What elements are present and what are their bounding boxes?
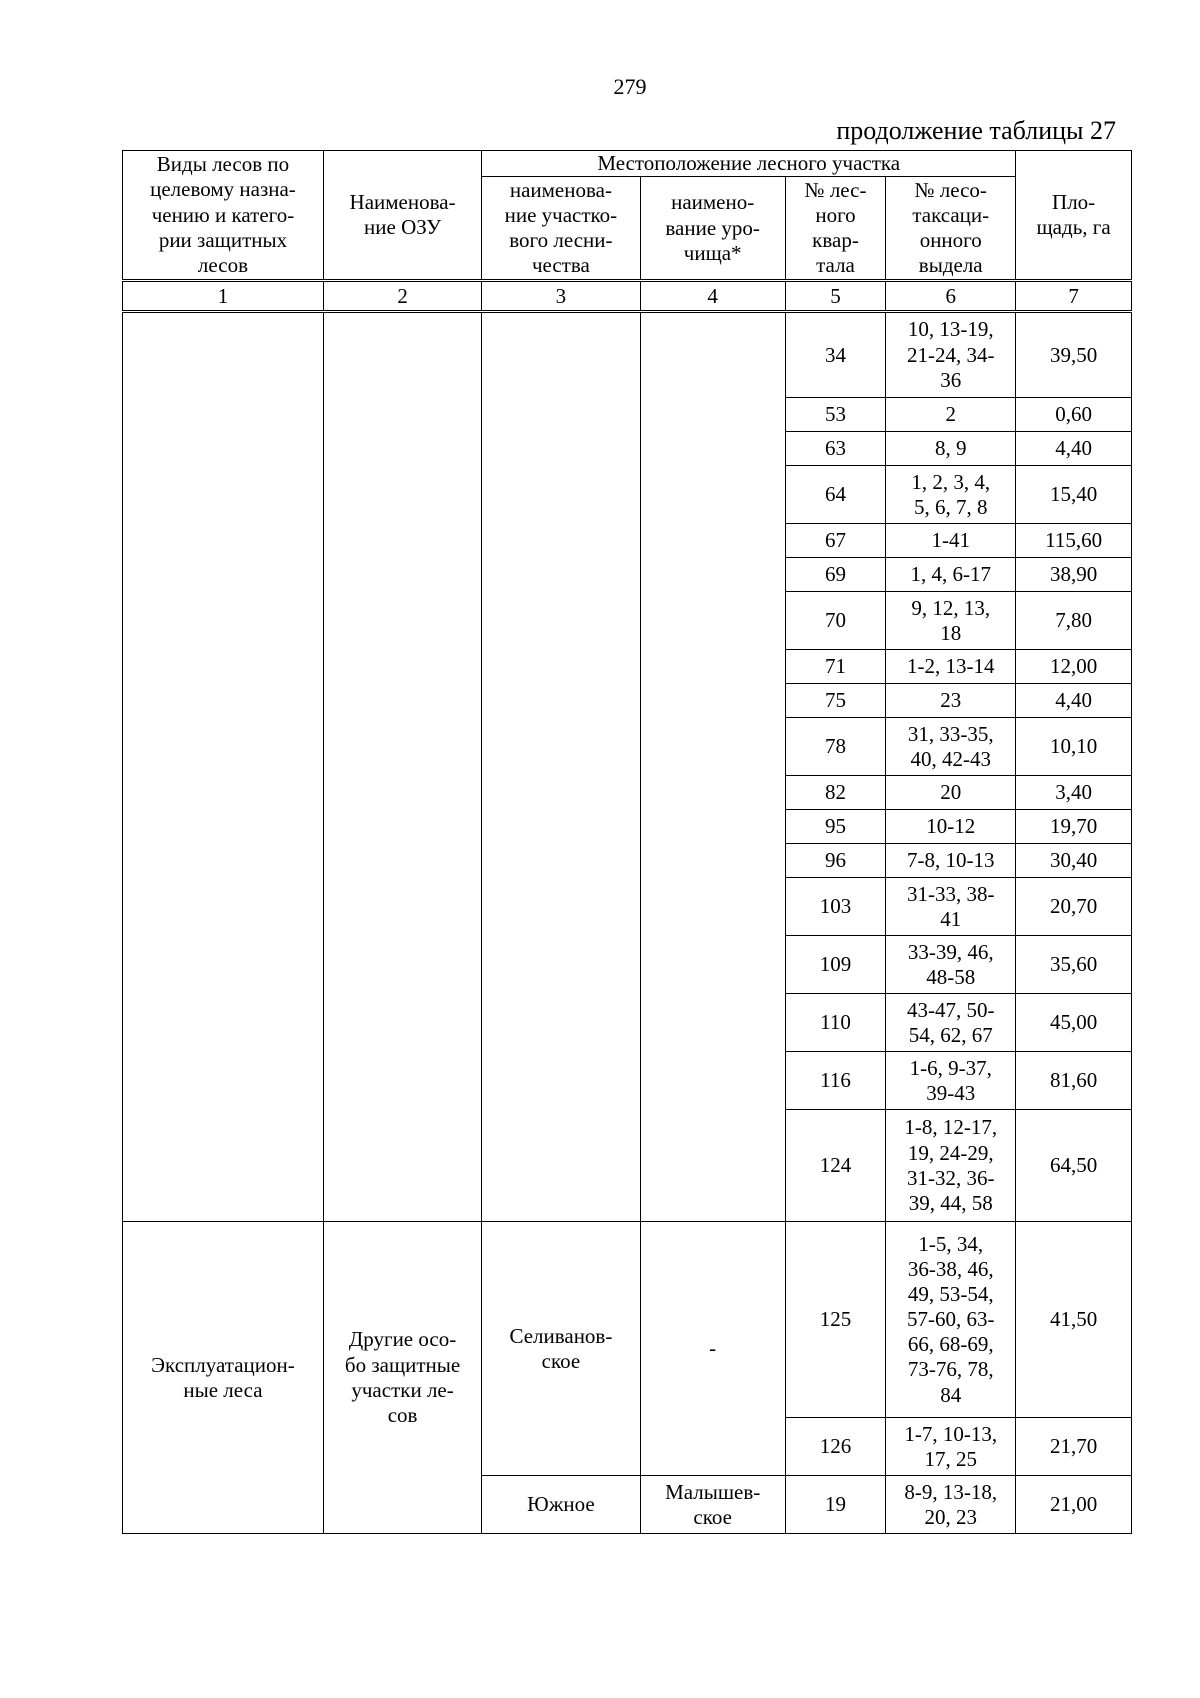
empty-ozu-cell xyxy=(323,312,481,1222)
urochishche-cell: Малышев- ское xyxy=(640,1476,785,1534)
column-number: 6 xyxy=(886,281,1016,312)
kvartal-cell: 126 xyxy=(785,1418,885,1476)
kvartal-cell: 63 xyxy=(785,432,885,466)
kvartal-cell: 82 xyxy=(785,776,885,810)
vydel-cell: 8-9, 13-18, 20, 23 xyxy=(886,1476,1016,1534)
area-cell: 4,40 xyxy=(1016,432,1132,466)
vydel-cell: 1-7, 10-13, 17, 25 xyxy=(886,1418,1016,1476)
header-urochishche: наимено- вание уро- чища* xyxy=(640,177,785,281)
kvartal-cell: 116 xyxy=(785,1052,885,1110)
vydel-cell: 1, 4, 6-17 xyxy=(886,558,1016,592)
header-area: Пло- щадь, га xyxy=(1016,151,1132,281)
area-cell: 35,60 xyxy=(1016,936,1132,994)
vydel-cell: 20 xyxy=(886,776,1016,810)
table-row xyxy=(123,312,1132,398)
column-number-row xyxy=(123,281,1132,312)
kvartal-cell: 19 xyxy=(785,1476,885,1534)
kvartal-cell: 75 xyxy=(785,684,885,718)
vydel-cell: 1-5, 34, 36-38, 46, 49, 53-54, 57-60, 63- 66, 68-69, 73-76, 78, 84 xyxy=(886,1222,1016,1418)
kvartal-cell: 110 xyxy=(785,994,885,1052)
area-cell: 0,60 xyxy=(1016,398,1132,432)
area-cell: 45,00 xyxy=(1016,994,1132,1052)
vydel-cell: 10, 13-19, 21-24, 34- 36 xyxy=(886,312,1016,398)
area-cell: 10,10 xyxy=(1016,718,1132,776)
area-cell: 115,60 xyxy=(1016,524,1132,558)
area-cell: 21,70 xyxy=(1016,1418,1132,1476)
area-cell: 12,00 xyxy=(1016,650,1132,684)
area-cell: 7,80 xyxy=(1016,592,1132,650)
header-ozu-name: Наименова- ние ОЗУ xyxy=(323,151,481,281)
kvartal-cell: 71 xyxy=(785,650,885,684)
forest-type-cell: Эксплуатацион- ные леса xyxy=(123,1222,324,1534)
kvartal-cell: 70 xyxy=(785,592,885,650)
column-number: 1 xyxy=(123,281,324,312)
area-cell: 4,40 xyxy=(1016,684,1132,718)
vydel-cell: 7-8, 10-13 xyxy=(886,844,1016,878)
ozu-name-cell: Другие осо- бо защитные участки ле- сов xyxy=(323,1222,481,1534)
empty-urochishche-cell xyxy=(640,312,785,1222)
kvartal-cell: 69 xyxy=(785,558,885,592)
empty-lesnichestvo-cell xyxy=(482,312,640,1222)
area-cell: 30,40 xyxy=(1016,844,1132,878)
area-cell: 41,50 xyxy=(1016,1222,1132,1418)
kvartal-cell: 96 xyxy=(785,844,885,878)
column-number: 3 xyxy=(482,281,640,312)
vydel-cell: 2 xyxy=(886,398,1016,432)
kvartal-cell: 95 xyxy=(785,810,885,844)
vydel-cell: 1-2, 13-14 xyxy=(886,650,1016,684)
kvartal-cell: 53 xyxy=(785,398,885,432)
vydel-cell: 8, 9 xyxy=(886,432,1016,466)
area-cell: 39,50 xyxy=(1016,312,1132,398)
header-lesnichestvo: наименова- ние участко- вого лесни- чества xyxy=(482,177,640,281)
area-cell: 64,50 xyxy=(1016,1110,1132,1222)
kvartal-cell: 125 xyxy=(785,1222,885,1418)
kvartal-cell: 103 xyxy=(785,878,885,936)
area-cell: 15,40 xyxy=(1016,466,1132,524)
vydel-cell: 1-8, 12-17, 19, 24-29, 31-32, 36- 39, 44, 58 xyxy=(886,1110,1016,1222)
area-cell: 19,70 xyxy=(1016,810,1132,844)
kvartal-cell: 124 xyxy=(785,1110,885,1222)
header-vydel: № лесо- таксаци- онного выдела xyxy=(886,177,1016,281)
header-row-1 xyxy=(123,151,1132,177)
header-forest-type: Виды лесов по целевому назна- чению и катего- рии защитных лесов xyxy=(123,151,324,281)
vydel-cell: 31, 33-35, 40, 42-43 xyxy=(886,718,1016,776)
area-cell: 81,60 xyxy=(1016,1052,1132,1110)
vydel-cell: 23 xyxy=(886,684,1016,718)
vydel-cell: 9, 12, 13, 18 xyxy=(886,592,1016,650)
kvartal-cell: 109 xyxy=(785,936,885,994)
table-row xyxy=(123,1222,1132,1418)
forest-table xyxy=(122,150,1132,1534)
kvartal-cell: 78 xyxy=(785,718,885,776)
header-kvartal: № лес- ного квар- тала xyxy=(785,177,885,281)
vydel-cell: 43-47, 50- 54, 62, 67 xyxy=(886,994,1016,1052)
urochishche-cell: - xyxy=(640,1222,785,1476)
kvartal-cell: 34 xyxy=(785,312,885,398)
column-number: 5 xyxy=(785,281,885,312)
column-number: 4 xyxy=(640,281,785,312)
table-continuation-title: продолжение таблицы 27 xyxy=(836,116,1116,145)
vydel-cell: 10-12 xyxy=(886,810,1016,844)
area-cell: 21,00 xyxy=(1016,1476,1132,1534)
column-number: 2 xyxy=(323,281,481,312)
vydel-cell: 1, 2, 3, 4, 5, 6, 7, 8 xyxy=(886,466,1016,524)
area-cell: 38,90 xyxy=(1016,558,1132,592)
header-location-group: Местоположение лесного участка xyxy=(482,151,1016,177)
vydel-cell: 33-39, 46, 48-58 xyxy=(886,936,1016,994)
vydel-cell: 1-41 xyxy=(886,524,1016,558)
kvartal-cell: 67 xyxy=(785,524,885,558)
page-number: 279 xyxy=(613,74,647,99)
vydel-cell: 1-6, 9-37, 39-43 xyxy=(886,1052,1016,1110)
empty-forest-type-cell xyxy=(123,312,324,1222)
lesnichestvo-cell: Южное xyxy=(482,1476,640,1534)
vydel-cell: 31-33, 38- 41 xyxy=(886,878,1016,936)
area-cell: 20,70 xyxy=(1016,878,1132,936)
lesnichestvo-cell: Селиванов- ское xyxy=(482,1222,640,1476)
column-number: 7 xyxy=(1016,281,1132,312)
area-cell: 3,40 xyxy=(1016,776,1132,810)
kvartal-cell: 64 xyxy=(785,466,885,524)
